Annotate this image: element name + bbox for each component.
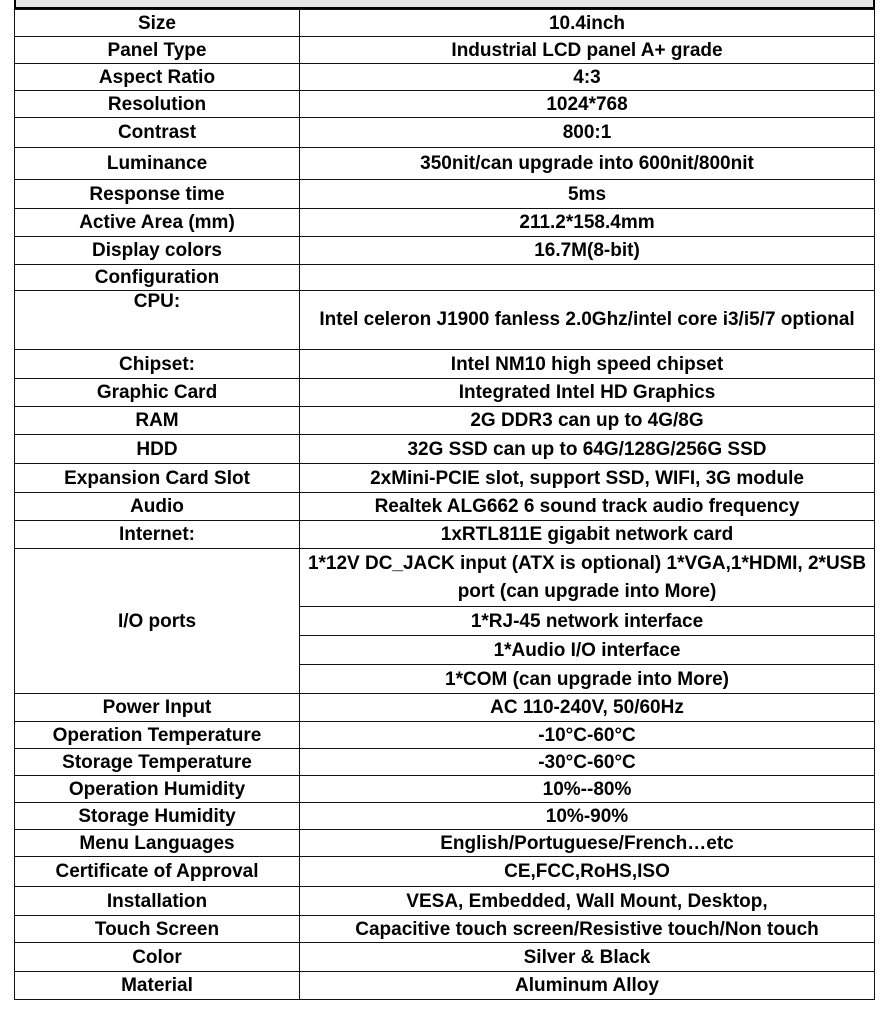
spec-label: Internet: xyxy=(15,521,300,549)
spec-label: Luminance xyxy=(15,148,300,180)
table-row xyxy=(15,379,875,407)
table-row xyxy=(15,521,875,549)
table-row xyxy=(15,407,875,435)
table-row xyxy=(15,237,875,265)
table-row xyxy=(15,350,875,379)
table-row xyxy=(15,549,875,607)
spec-value: VESA, Embedded, Wall Mount, Desktop, xyxy=(300,887,875,916)
spec-label: Color xyxy=(15,943,300,972)
spec-label: Touch Screen xyxy=(15,916,300,943)
spec-value: Silver & Black xyxy=(300,943,875,972)
spec-value: Realtek ALG662 6 sound track audio frequency xyxy=(300,493,875,521)
io-ports-value: 1*Audio I/O interface xyxy=(300,636,875,665)
spec-value: 10%-90% xyxy=(300,803,875,830)
spec-value: AC 110-240V, 50/60Hz xyxy=(300,694,875,722)
spec-value: Industrial LCD panel A+ grade xyxy=(300,37,875,64)
spec-value: 2xMini-PCIE slot, support SSD, WIFI, 3G module xyxy=(300,464,875,493)
spec-label: Expansion Card Slot xyxy=(15,464,300,493)
spec-label: Chipset: xyxy=(15,350,300,379)
spec-value: 1xRTL811E gigabit network card xyxy=(300,521,875,549)
spec-value: English/Portuguese/French…etc xyxy=(300,830,875,857)
spec-label: CPU: xyxy=(15,291,300,350)
spec-label: Storage Temperature xyxy=(15,749,300,776)
table-row xyxy=(15,916,875,943)
spec-value: Capacitive touch screen/Resistive touch/Non touch xyxy=(300,916,875,943)
table-row xyxy=(15,464,875,493)
spec-value: Intel NM10 high speed chipset xyxy=(300,350,875,379)
spec-label: Active Area (mm) xyxy=(15,209,300,237)
table-row xyxy=(15,776,875,803)
table-row xyxy=(15,493,875,521)
spec-label: Contrast xyxy=(15,118,300,148)
table-row xyxy=(15,180,875,209)
spec-label: Operation Humidity xyxy=(15,776,300,803)
spec-value: Aluminum Alloy xyxy=(300,972,875,1000)
spec-value: 5ms xyxy=(300,180,875,209)
table-row xyxy=(15,10,875,37)
spec-value: 350nit/can upgrade into 600nit/800nit xyxy=(300,148,875,180)
spec-label: Graphic Card xyxy=(15,379,300,407)
spec-value: -30°C-60°C xyxy=(300,749,875,776)
table-row xyxy=(15,857,875,887)
spec-table xyxy=(14,9,875,1000)
spec-value xyxy=(300,265,875,291)
table-row xyxy=(15,291,875,350)
spec-value: 2G DDR3 can up to 4G/8G xyxy=(300,407,875,435)
table-row xyxy=(15,887,875,916)
io-ports-label: I/O ports xyxy=(15,549,300,694)
spec-label: Size xyxy=(15,10,300,37)
spec-value: -10°C-60°C xyxy=(300,722,875,749)
spec-label: Material xyxy=(15,972,300,1000)
spec-value: 1024*768 xyxy=(300,91,875,118)
spec-label: Resolution xyxy=(15,91,300,118)
spec-value: 10%--80% xyxy=(300,776,875,803)
table-top-band xyxy=(14,0,875,9)
spec-label: Power Input xyxy=(15,694,300,722)
spec-label: HDD xyxy=(15,435,300,464)
spec-label: RAM xyxy=(15,407,300,435)
spec-label: Configuration xyxy=(15,265,300,291)
table-row xyxy=(15,943,875,972)
spec-value: 211.2*158.4mm xyxy=(300,209,875,237)
table-row xyxy=(15,265,875,291)
table-row xyxy=(15,749,875,776)
table-row xyxy=(15,209,875,237)
spec-label: Display colors xyxy=(15,237,300,265)
table-row xyxy=(15,694,875,722)
table-row xyxy=(15,118,875,148)
table-row xyxy=(15,435,875,464)
table-row xyxy=(15,803,875,830)
spec-value: 32G SSD can up to 64G/128G/256G SSD xyxy=(300,435,875,464)
spec-label: Response time xyxy=(15,180,300,209)
io-ports-value: 1*RJ-45 network interface xyxy=(300,607,875,636)
spec-value: 10.4inch xyxy=(300,10,875,37)
spec-label: Aspect Ratio xyxy=(15,64,300,91)
table-row xyxy=(15,91,875,118)
table-row xyxy=(15,64,875,91)
table-row xyxy=(15,722,875,749)
spec-label: Menu Languages xyxy=(15,830,300,857)
table-row xyxy=(15,148,875,180)
spec-value: 16.7M(8-bit) xyxy=(300,237,875,265)
io-ports-value: 1*COM (can upgrade into More) xyxy=(300,665,875,694)
table-row xyxy=(15,830,875,857)
spec-value: Integrated Intel HD Graphics xyxy=(300,379,875,407)
spec-label: Certificate of Approval xyxy=(15,857,300,887)
spec-label: Installation xyxy=(15,887,300,916)
spec-label: Operation Temperature xyxy=(15,722,300,749)
table-row xyxy=(15,37,875,64)
spec-value: CE,FCC,RoHS,ISO xyxy=(300,857,875,887)
table-row xyxy=(15,972,875,1000)
spec-value: 4:3 xyxy=(300,64,875,91)
spec-label: Panel Type xyxy=(15,37,300,64)
spec-value: 800:1 xyxy=(300,118,875,148)
spec-value: Intel celeron J1900 fanless 2.0Ghz/intel core i3/i5/7 optional xyxy=(300,291,875,350)
spec-label: Audio xyxy=(15,493,300,521)
io-ports-value: 1*12V DC_JACK input (ATX is optional) 1*VGA,1*HDMI, 2*USB port (can upgrade into More) xyxy=(300,549,875,607)
spec-label: Storage Humidity xyxy=(15,803,300,830)
